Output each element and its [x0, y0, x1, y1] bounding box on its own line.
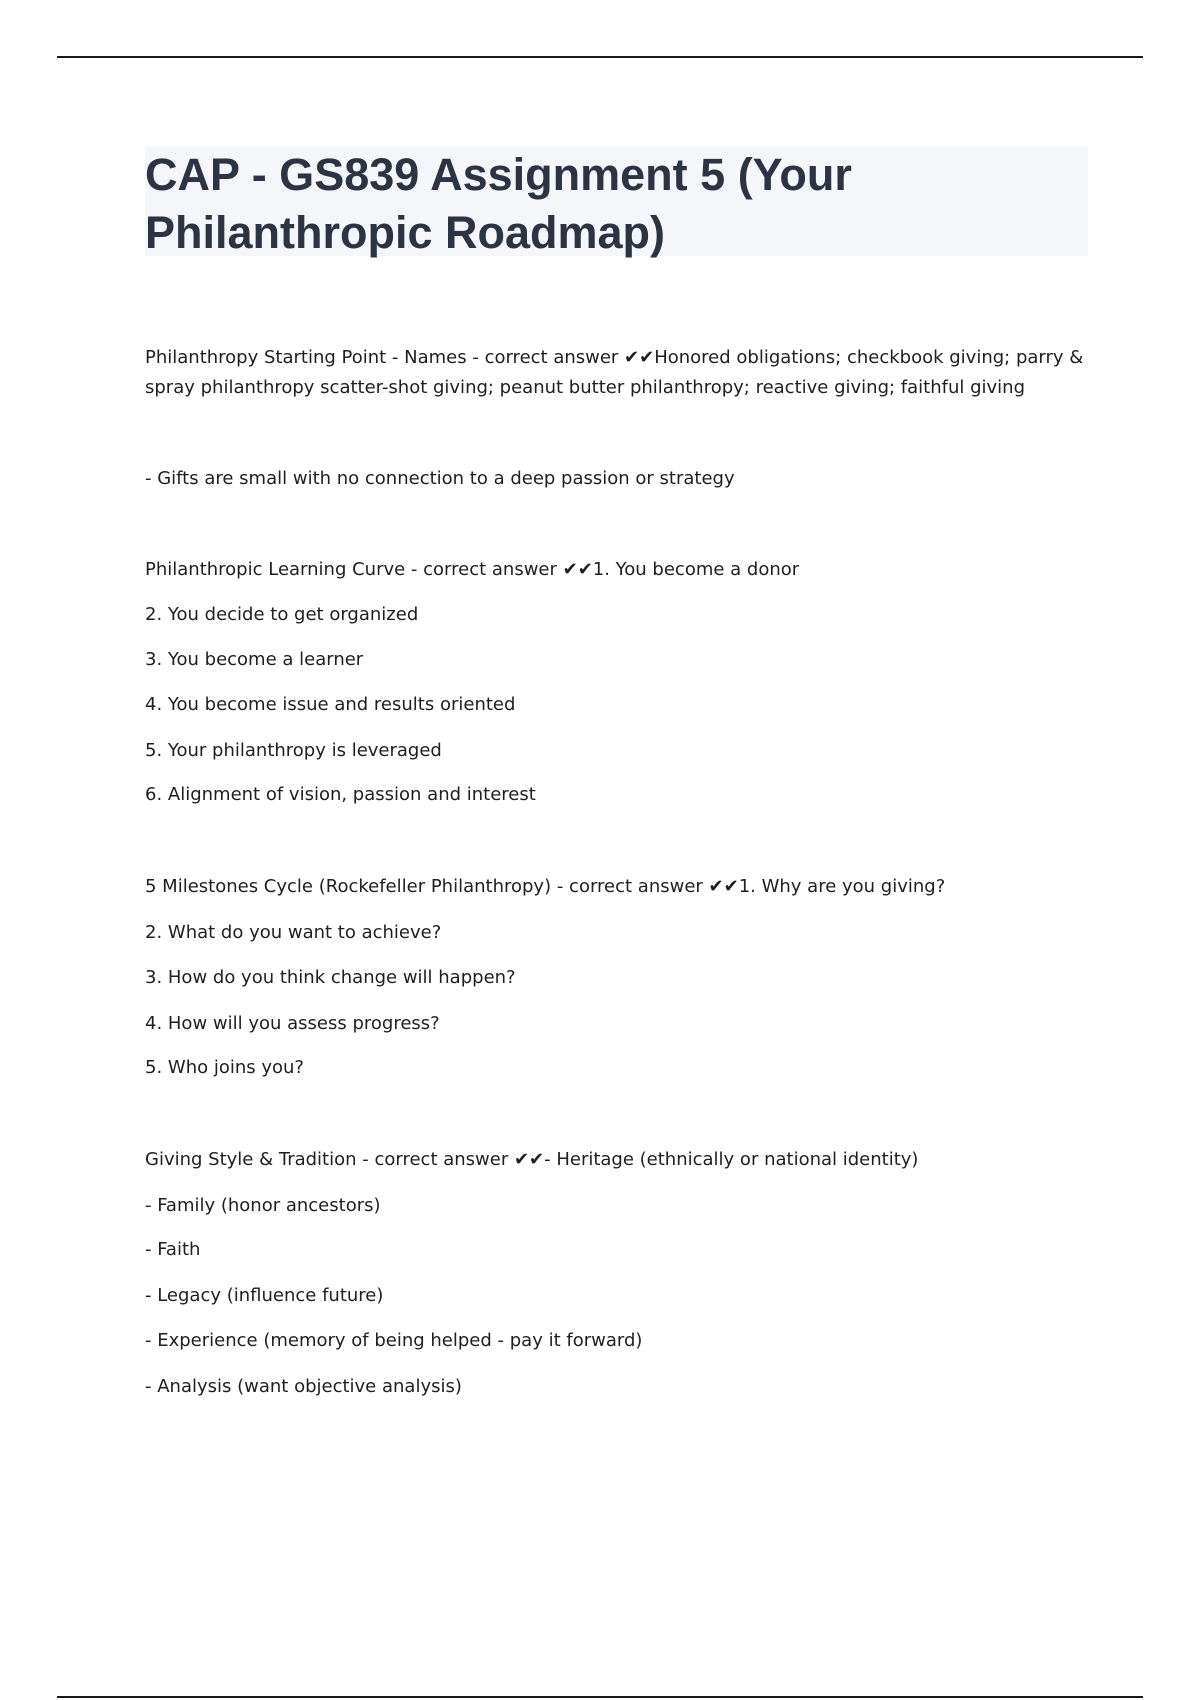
- entry-learning-curve: Philanthropic Learning Curve - correct answer ✔✔1. You become a donor: [145, 559, 800, 580]
- page-title: CAP - GS839 Assignment 5 (Your Philanthropic Roadmap): [145, 149, 852, 258]
- entry-gifts-small: - Gifts are small with no connection to a deep passion or strategy: [145, 468, 735, 489]
- bottom-rule: [57, 1696, 1143, 1698]
- list-item: 5. Who joins you?: [145, 1057, 304, 1078]
- list-item: 4. How will you assess progress?: [145, 1013, 440, 1034]
- list-item: - Faith: [145, 1239, 201, 1260]
- list-item: - Legacy (influence future): [145, 1285, 384, 1306]
- list-item: 3. How do you think change will happen?: [145, 967, 516, 988]
- list-item: 6. Alignment of vision, passion and interest: [145, 784, 536, 805]
- list-item: 3. You become a learner: [145, 649, 364, 670]
- list-item: 2. You decide to get organized: [145, 604, 419, 625]
- list-item: - Family (honor ancestors): [145, 1195, 381, 1216]
- list-item: - Analysis (want objective analysis): [145, 1376, 462, 1397]
- top-rule: [57, 56, 1143, 58]
- list-item: 2. What do you want to achieve?: [145, 922, 442, 943]
- entry-philanthropy-starting-point: Philanthropy Starting Point - Names - correct answer ✔✔Honored obligations; checkbook giving; parry & spray philanthropy scatter-shot giving; peanut butter philanthropy; reactive giving; faithful giving: [145, 347, 1084, 398]
- list-item: 4. You become issue and results oriented: [145, 694, 516, 715]
- list-item: - Experience (memory of being helped - pay it forward): [145, 1330, 643, 1351]
- entry-milestones-cycle: 5 Milestones Cycle (Rockefeller Philanthropy) - correct answer ✔✔1. Why are you giving?: [145, 876, 946, 897]
- title-banner: [145, 146, 1088, 256]
- entry-giving-style: Giving Style & Tradition - correct answer ✔✔- Heritage (ethnically or national identity): [145, 1149, 919, 1170]
- list-item: 5. Your philanthropy is leveraged: [145, 740, 442, 761]
